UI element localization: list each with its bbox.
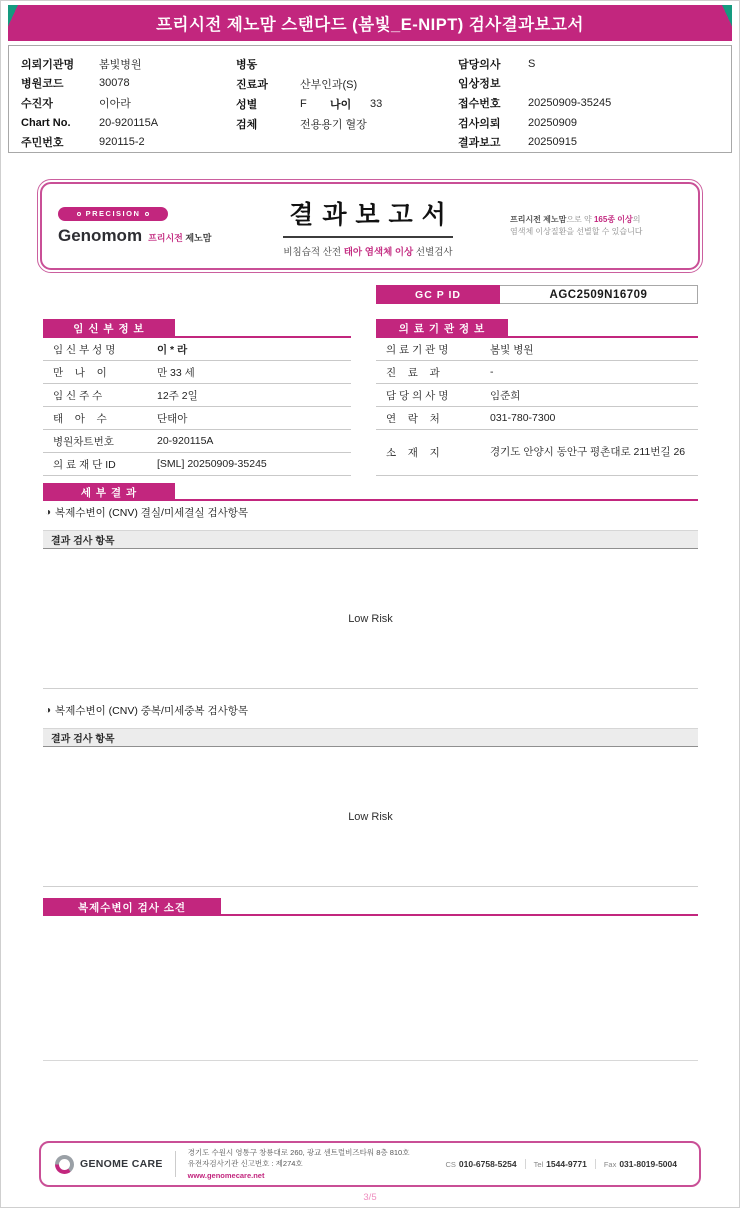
brand-line: [58, 226, 226, 246]
row-value: 경기도 안양시 동안구 평촌대로 211번길 26: [490, 445, 686, 458]
note-tail: 의: [632, 214, 641, 224]
contact-value: 1544-9771: [546, 1159, 587, 1169]
patient-header-col-2: [236, 54, 458, 152]
field-label: 검체: [236, 119, 258, 131]
field-value: S: [528, 57, 536, 70]
row-label: 태 아 수: [53, 412, 107, 425]
report-title: 결 과 보 고 서: [283, 195, 453, 238]
contact-label: CS: [445, 1159, 456, 1169]
row-label: 의 료 기 관 명: [386, 343, 449, 356]
genomom-logo: [58, 207, 226, 246]
field-doctor: [458, 54, 719, 74]
table-row: [376, 338, 698, 361]
clinic-info-table: [376, 319, 698, 476]
row-value: 만 33 세: [157, 366, 195, 379]
subtitle-accent: 태아 염색체 이상: [343, 246, 414, 258]
side-note-line1: [510, 214, 682, 226]
field-clinical-info: [458, 74, 719, 94]
field-value: 이아라: [99, 97, 131, 110]
gcp-id-label: GC P ID: [376, 285, 500, 304]
row-value: 임준희: [490, 389, 521, 402]
patient-header-col-1: [21, 54, 236, 152]
row-label: 만 나 이: [53, 366, 107, 379]
subtitle-prefix: 비침습적 산전: [283, 246, 344, 258]
subtitle-suffix: 선별검사: [413, 246, 453, 258]
brand-name-ko: [148, 231, 211, 244]
field-request-date: [458, 113, 719, 133]
result-value: Low Risk: [348, 612, 393, 625]
cnv-heading-text: 복제수변이 (CNV) 결실/미세결실 검사항목: [55, 507, 249, 519]
result-area-deletion: [43, 549, 698, 689]
field-label: 접수번호: [458, 97, 501, 110]
field-ward: [236, 54, 458, 74]
cnv-duplication-heading: [45, 703, 248, 718]
field-value: 20250909: [528, 116, 577, 129]
field-label: 병원코드: [21, 78, 64, 91]
field-specimen: [236, 114, 458, 134]
table-row: [43, 407, 351, 430]
half-circle-icon: ◑: [45, 705, 52, 716]
field-label: 임상정보: [458, 78, 501, 91]
table-row: [376, 430, 698, 476]
field-value: 20250915: [528, 136, 577, 149]
field-value: 30078: [99, 77, 130, 90]
field-label: 의뢰기관명: [21, 58, 75, 71]
field-label: 수진자: [21, 97, 53, 110]
result-value: Low Risk: [348, 810, 393, 823]
row-value: 단태아: [157, 412, 188, 425]
field-requesting-org: [21, 54, 236, 74]
note-mid: 으로 약: [566, 214, 594, 224]
mother-info-table: [43, 319, 351, 476]
note-bold: 프리시전 제노맘: [510, 214, 567, 224]
footer-address: [188, 1147, 410, 1181]
row-value: 이 * 라: [157, 343, 188, 356]
gcp-id-value: AGC2509N16709: [500, 285, 698, 304]
row-label: 의 료 재 단 ID: [53, 458, 116, 471]
cnv-opinion-title: 복제수변이 검사 소견: [43, 898, 221, 916]
table-row: [43, 361, 351, 384]
field-report-date: [458, 132, 719, 152]
mother-info-header: [43, 319, 351, 338]
side-note-line2: 염색체 이상질환을 선별할 수 있습니다: [510, 227, 643, 236]
report-banner-title: 프리시전 제노맘 스탠다드 (봄빛_E-NIPT) 검사결과보고서: [156, 16, 584, 34]
row-label: 소 재 지: [386, 447, 440, 459]
note-accent: 165종 이상: [593, 214, 633, 224]
precision-badge-label: PRECISION: [85, 209, 141, 218]
footer-website: www.genomecare.net: [187, 1170, 265, 1180]
contact-value: 031-8019-5004: [619, 1159, 677, 1169]
field-hospital-code: [21, 74, 236, 94]
footer-contacts: [437, 1159, 685, 1169]
field-label: 검사의뢰: [458, 117, 501, 130]
field-value: 20-920115A: [99, 116, 159, 129]
genomecare-logo-text: GENOME CARE: [80, 1158, 163, 1170]
field-label: 성별: [236, 99, 258, 111]
mother-info-title: 임 신 부 정 보: [43, 319, 175, 337]
field-label: 담당의사: [458, 58, 501, 71]
gcp-id-row: [376, 285, 698, 304]
contact-label: Fax: [603, 1159, 617, 1169]
field-department: [236, 74, 458, 94]
field-value: 전용용기 혈장: [300, 119, 367, 131]
table-row: [376, 384, 698, 407]
badge-dot-icon: [77, 212, 81, 216]
genomecare-logo: [55, 1155, 163, 1174]
page-number: 3/5: [363, 1192, 377, 1203]
patient-info-header: [8, 45, 732, 153]
report-title-block: [226, 195, 510, 258]
footer-contact-fax: [595, 1159, 685, 1169]
report-subtitle: [226, 244, 510, 258]
side-note: [510, 214, 682, 239]
report-header-box-inner: [40, 182, 700, 270]
cnv-opinion-header: [43, 898, 698, 916]
table-row: [376, 361, 698, 384]
result-table-header-duplication: 결과 검사 항목: [43, 728, 698, 747]
precision-badge: [58, 207, 168, 221]
field-label: 병동: [236, 59, 258, 71]
contact-value: 010-6758-5254: [458, 1159, 517, 1169]
row-label: 진 료 과: [386, 366, 440, 379]
field-value: 20250909-35245: [528, 96, 612, 109]
report-banner: [8, 5, 732, 41]
clinic-info-header: [376, 319, 698, 338]
brand-ko-rest: 제노맘: [185, 232, 212, 243]
row-value: 20-920115A: [157, 435, 214, 447]
field-label: Chart No.: [21, 116, 71, 129]
result-area-duplication: [43, 747, 698, 887]
half-circle-icon: ◑: [45, 507, 52, 518]
contact-label: Tel: [533, 1159, 544, 1169]
result-table-header-deletion: 결과 검사 항목: [43, 530, 698, 549]
footer-address-line2: 유전자검사기관 신고번호 : 제274호: [187, 1159, 303, 1169]
row-label: 임 신 부 성 명: [53, 343, 116, 356]
cnv-deletion-heading: [45, 505, 248, 520]
table-row: [43, 384, 351, 407]
detail-section-title: 세 부 결 과: [43, 483, 175, 501]
row-label: 담 당 의 사 명: [386, 389, 449, 402]
field-sex-age: [236, 94, 458, 114]
table-row: [376, 407, 698, 430]
row-value: 031-780-7300: [490, 412, 556, 424]
brand-ko-accent: 프리시전: [148, 232, 183, 243]
row-value: -: [490, 366, 494, 378]
field-patient-name: [21, 93, 236, 113]
info-tables: [43, 319, 698, 476]
cnv-opinion-area: [43, 916, 698, 1061]
field-value: F: [300, 98, 307, 110]
badge-dot-icon: [145, 212, 149, 216]
field-value: 33: [370, 98, 383, 110]
field-label: 나이: [330, 99, 352, 111]
footer: [39, 1141, 701, 1187]
table-row: [43, 453, 351, 476]
patient-header-col-3: [458, 54, 719, 152]
row-label: 임 신 주 수: [53, 389, 103, 402]
row-label: 연 락 처: [386, 412, 440, 425]
genomecare-logo-icon: [55, 1155, 74, 1174]
report-header-box: [37, 179, 703, 273]
brand-name-en: Genomom: [58, 225, 143, 245]
detail-section-header: [43, 483, 698, 501]
table-row: [43, 430, 351, 453]
field-receipt-no: [458, 93, 719, 113]
table-row: [43, 338, 351, 361]
field-value: 산부인과(S): [300, 79, 358, 91]
field-chart-no: [21, 113, 236, 133]
footer-address-line1: 경기도 수원시 영통구 창룡대로 260, 광교 센트럴비즈타워 8층 810호: [187, 1148, 410, 1158]
row-value: 봄빛 병원: [490, 343, 534, 356]
clinic-info-title: 의 료 기 관 정 보: [376, 319, 508, 337]
footer-divider: [175, 1151, 176, 1177]
row-value: 12주 2일: [157, 389, 198, 402]
cnv-heading-text: 복제수변이 (CNV) 중복/미세중복 검사항목: [55, 705, 249, 717]
field-resident-no: [21, 132, 236, 152]
field-label: 주민번호: [21, 137, 64, 150]
field-value: 봄빛병원: [99, 58, 142, 71]
row-value: [SML] 20250909-35245: [157, 458, 267, 470]
footer-contact-tel: [525, 1159, 595, 1169]
field-label: 진료과: [236, 79, 268, 91]
row-label: 병원차트번호: [53, 435, 114, 448]
field-value: 920115-2: [99, 136, 145, 149]
field-label: 결과보고: [458, 137, 501, 150]
footer-contact-cs: [437, 1159, 524, 1169]
